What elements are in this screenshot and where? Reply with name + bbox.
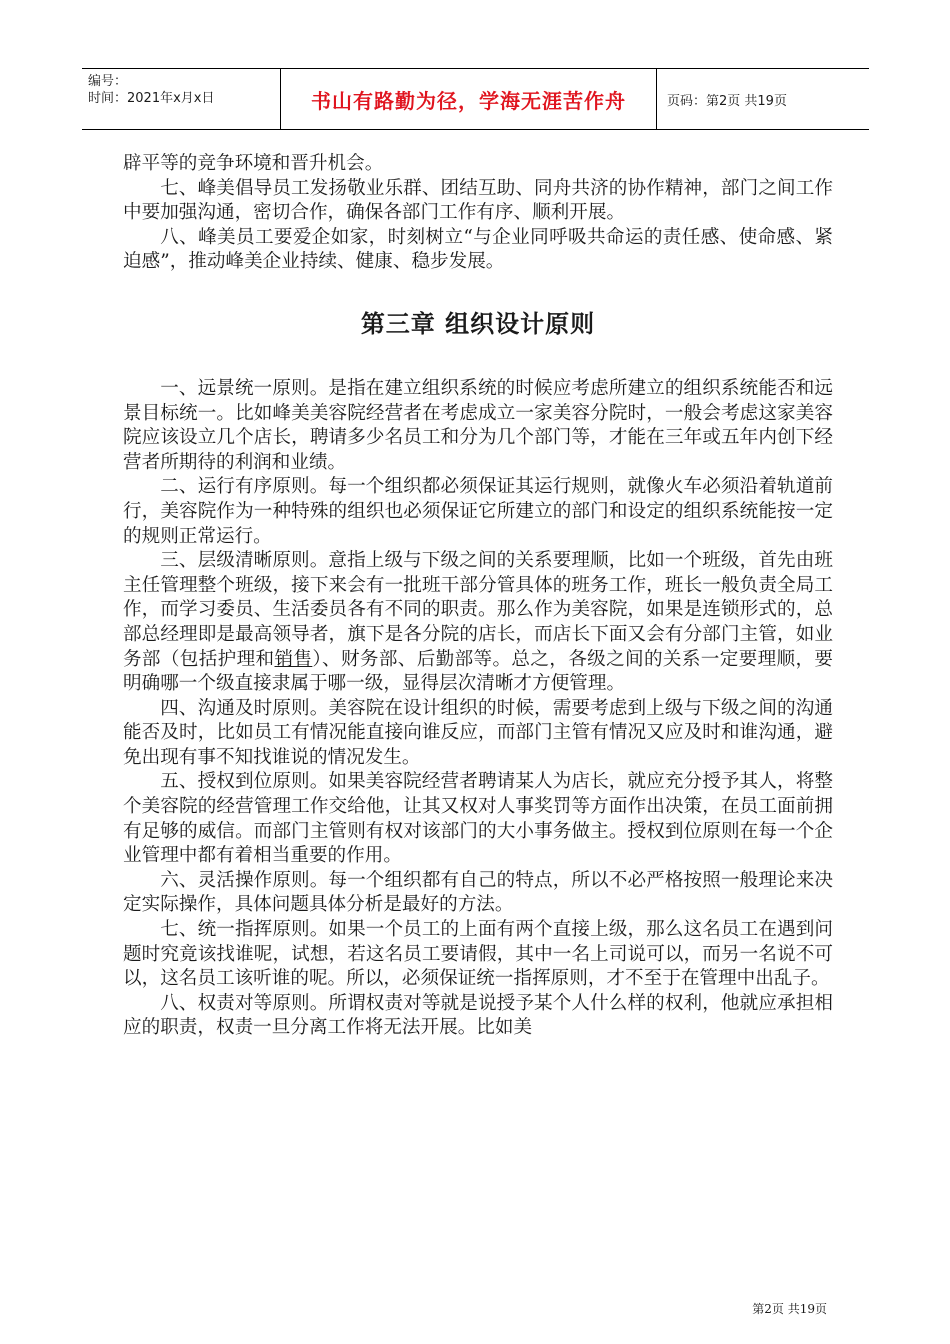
principle-orderly-operation: 二、运行有序原则。每一个组织都必须保证其运行规则，就像火车必须沿着轨道前行，美容院作为一种特殊的组织也必须保证它所建立的部门和设定的组织系统能按一定的规则正常运行。 — [123, 476, 833, 547]
principle-vision-unity: 一、远景统一原则。是指在建立组织系统的时候应考虑所建立的组织系统能否和远景目标统一。比如峰美美容院经营者在考虑成立一家美容分院时，一般会考虑这家美容院应该设立几个店长，聘请多少名员工和分为几个部门等，才能在三年或五年内创下经营者所期待的利润和业绩。 — [123, 377, 833, 473]
principle-timely-communication: 四、沟通及时原则。美容院在设计组织的时候，需要考虑到上级与下级之间的沟通能否及时，比如员工有情况能直接向谁反应，而部门主管有情况又应及时和谁沟通，避免出现有事不知找谁说的情况发生。 — [123, 697, 833, 768]
paragraph-continued: 辟平等的竞争环境和晋升机会。 — [123, 153, 384, 174]
sales-link[interactable]: 销售 — [274, 648, 313, 670]
paragraph-seven: 七、峰美倡导员工发扬敬业乐群、团结互助、同舟共济的协作精神，部门之间工作中要加强沟通，密切合作，确保各部门工作有序、顺利开展。 — [123, 177, 833, 224]
chapter-title: 第三章 组织设计原则 — [360, 309, 596, 338]
header-motto: 书山有路勤为径，学海无涯苦作舟 — [281, 69, 657, 129]
header-meta — [82, 69, 281, 129]
principle-unified-command: 七、统一指挥原则。如果一个员工的上面有两个直接上级，那么这名员工在遇到问题时究竟该找谁呢，试想，若这名员工要请假，其中一名上司说可以，而另一名说不可以，这名员工该听谁的呢。所以，必须保证统一指挥原则，才不至于在管理中出乱子。 — [123, 919, 833, 990]
principle-3-text-end: ）、财务部、后勤部等。总之，各级之间的关系一定要理顺，要明确哪一个级直接隶属于哪一级，显得层次清晰才方便管理。 — [123, 648, 833, 695]
document-time-label: 时间：2021年x月x日 — [88, 91, 215, 106]
principle-clear-hierarchy — [123, 549, 833, 697]
page-header — [82, 68, 869, 130]
paragraph-eight: 八、峰美员工要爱企如家，时刻树立“与企业同呼吸共命运的责任感、使命感、紧迫感”，推动峰美企业持续、健康、稳步发展。 — [123, 226, 833, 273]
principle-flexible-operation: 六、灵活操作原则。每一个组织都有自己的特点，所以不必严格按照一般理论来决定实际操作，具体问题具体分析是最好的方法。 — [123, 869, 833, 916]
header-page-label: 页码：第2页 共19页 — [667, 93, 787, 109]
principle-3-text-start: 三、层级清晰原则。意指上级与下级之间的关系要理顺，比如一个班级，首先由班主任管理整个班级，接下来会有一批班干部分管具体的班务工作，班长一般负责全局工作，而学习委员、生活委员各有不同的职责。那么作为美容院，如果是连锁形式的，总部总经理即是最高领导者，旗下是各分院的店长，而店长下面又会有分部门主管，如业务部（包括护理和 — [123, 550, 833, 670]
principle-equal-rights-duties: 八、权责对等原则。所谓权责对等就是说授予某个人什么样的权利，他就应承担相应的职责，权责一旦分离工作将无法开展。比如美 — [123, 992, 833, 1039]
page-footer: 第2页 共19页 — [752, 1302, 827, 1316]
document-number-label: 编号： — [88, 74, 128, 89]
principle-authorization: 五、授权到位原则。如果美容院经营者聘请某人为店长，就应充分授予其人，将整个美容院的经营管理工作交给他，让其又权对人事奖罚等方面作出决策，在员工面前拥有足够的威信。而部门主管则有权对该部门的大小事务做主。授权到位原则在每一个企业管理中都有着相当重要的作用。 — [123, 771, 833, 867]
document-body — [123, 152, 833, 1041]
